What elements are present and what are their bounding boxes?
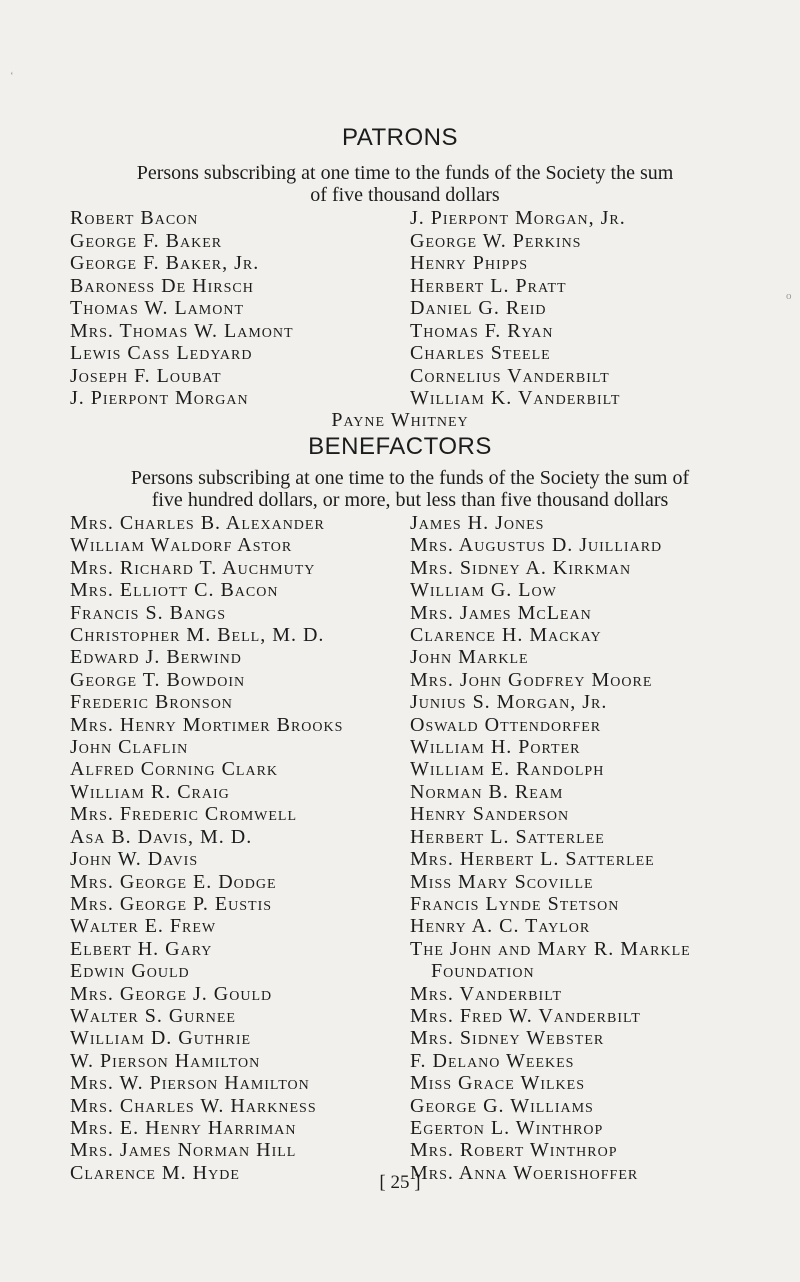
patron-name: Baroness De Hirsch [70, 274, 254, 297]
benefactors-intro-line-1: Persons subscribing at one time to the funds of the Society the sum of [130, 467, 690, 489]
patrons-intro-line-2: of five thousand dollars [310, 184, 500, 206]
benefactor-name: Christopher M. Bell, M. D. [70, 624, 325, 647]
patron-name: Charles Steele [410, 342, 551, 364]
patrons-intro [78, 162, 732, 206]
benefactor-name: Mrs. Sidney Webster [410, 1027, 605, 1050]
benefactor-name: Mrs. James McLean [410, 601, 592, 624]
benefactor-name: Mrs. Herbert L. Satterlee [410, 848, 655, 871]
patron-name: Lewis Cass Ledyard [70, 342, 253, 364]
benefactor-name: Edward J. Berwind [70, 646, 242, 669]
benefactors-intro-line-2: five hundred dollars, or more, but less than five thousand dollars [151, 489, 669, 511]
benefactor-name: The John and Mary R. Markle [410, 937, 691, 960]
benefactor-name: Egerton L. Winthrop [410, 1116, 604, 1139]
patron-name-centered: Payne Whitney [331, 409, 469, 431]
benefactor-name: Walter E. Frew [70, 915, 217, 938]
benefactor-name: Mrs. Frederic Cromwell [70, 803, 298, 826]
benefactor-name: Alfred Corning Clark [70, 758, 279, 781]
benefactor-name: John Markle [410, 646, 529, 669]
benefactor-name: Walter S. Gurnee [70, 1004, 236, 1027]
benefactor-name: Mrs. Charles W. Harkness [70, 1094, 317, 1117]
patron-name: Mrs. Thomas W. Lamont [70, 319, 294, 342]
benefactor-name: Edwin Gould [70, 960, 190, 983]
patron-name: George F. Baker [70, 229, 223, 252]
benefactor-name: William H. Porter [410, 736, 581, 759]
benefactor-name: Clarence M. Hyde [70, 1161, 240, 1184]
benefactor-name: Mrs. Elliott C. Bacon [70, 579, 279, 602]
benefactor-name: Herbert L. Satterlee [410, 825, 605, 848]
benefactor-name: George G. Williams [410, 1094, 594, 1117]
benefactor-name: Mrs. George J. Gould [70, 982, 273, 1005]
margin-speck: ‘ [10, 70, 14, 82]
benefactor-name: Mrs. E. Henry Harriman [70, 1116, 297, 1139]
benefactor-name: Elbert H. Gary [70, 937, 213, 960]
patron-name: William K. Vanderbilt [410, 387, 621, 409]
benefactor-name: Miss Mary Scoville [410, 870, 594, 893]
benefactor-name: Mrs. Augustus D. Juilliard [410, 534, 663, 557]
benefactor-name: James H. Jones [410, 512, 545, 534]
benefactors-heading: BENEFACTORS [308, 433, 492, 460]
patrons-heading: PATRONS [342, 124, 458, 151]
benefactor-name: William E. Randolph [410, 758, 605, 781]
patron-name: Robert Bacon [70, 207, 199, 229]
patrons-right-column [410, 207, 626, 410]
benefactor-name: Francis Lynde Stetson [410, 892, 620, 915]
benefactor-name: Mrs. Robert Winthrop [410, 1139, 618, 1162]
benefactor-name: John W. Davis [70, 848, 199, 871]
benefactor-name: John Claflin [70, 736, 189, 759]
benefactor-name: Mrs. Charles B. Alexander [70, 512, 325, 534]
benefactor-name: Oswald Ottendorfer [410, 713, 602, 736]
benefactor-name: Junius S. Morgan, Jr. [410, 691, 608, 714]
benefactor-name: Mrs. Vanderbilt [410, 982, 563, 1005]
benefactor-name: Norman B. Ream [410, 780, 564, 803]
patron-name: Thomas W. Lamont [70, 297, 245, 319]
benefactor-name: William Waldorf Astor [70, 534, 293, 557]
benefactors-intro [50, 467, 770, 511]
benefactor-name: Mrs. Sidney A. Kirkman [410, 556, 632, 579]
benefactors-left-column [70, 512, 343, 1184]
benefactor-name: Mrs. James Norman Hill [70, 1139, 297, 1162]
benefactor-name: Mrs. Anna Woerishoffer [410, 1161, 639, 1184]
benefactor-name: Asa B. Davis, M. D. [70, 825, 253, 848]
benefactor-name: Mrs. Fred W. Vanderbilt [410, 1004, 641, 1027]
patron-name: George W. Perkins [410, 229, 582, 252]
benefactor-name: Clarence H. Mackay [410, 624, 602, 647]
benefactor-name: Mrs. John Godfrey Moore [410, 668, 653, 691]
patron-name: J. Pierpont Morgan, Jr. [410, 207, 626, 229]
page-number: [ 25 ] [379, 1172, 421, 1193]
benefactor-name: Frederic Bronson [70, 691, 233, 714]
benefactor-name: Miss Grace Wilkes [410, 1072, 585, 1095]
patrons-left-column [70, 207, 294, 410]
margin-ring: o [786, 290, 792, 302]
patron-name: Herbert L. Pratt [410, 274, 567, 297]
benefactor-name: George T. Bowdoin [70, 668, 246, 691]
benefactor-name: William G. Low [410, 579, 557, 602]
patron-name: George F. Baker, Jr. [70, 252, 260, 274]
benefactor-name: William R. Craig [70, 780, 230, 803]
benefactor-name: Mrs. W. Pierson Hamilton [70, 1072, 310, 1095]
patron-name: J. Pierpont Morgan [70, 387, 249, 409]
patron-name: Henry Phipps [410, 252, 529, 274]
benefactors-right-column [410, 512, 691, 1184]
patron-name: Cornelius Vanderbilt [410, 364, 610, 387]
benefactor-name: Mrs. George E. Dodge [70, 870, 277, 893]
benefactor-name: Mrs. Richard T. Auchmuty [70, 556, 316, 579]
benefactor-name: Henry A. C. Taylor [410, 915, 591, 938]
benefactor-name: F. Delano Weekes [410, 1049, 575, 1072]
benefactor-name: W. Pierson Hamilton [70, 1049, 261, 1072]
patron-name: Joseph F. Loubat [70, 364, 222, 387]
patrons-intro-line-1: Persons subscribing at one time to the funds of the Society the sum [136, 162, 674, 184]
patron-name: Thomas F. Ryan [410, 319, 554, 342]
benefactor-name: Francis S. Bangs [70, 601, 227, 624]
benefactor-name: Foundation [410, 960, 535, 983]
benefactor-name: William D. Guthrie [70, 1027, 252, 1050]
benefactor-name: Mrs. George P. Eustis [70, 892, 273, 915]
benefactor-name: Mrs. Henry Mortimer Brooks [70, 713, 344, 736]
patron-name: Daniel G. Reid [410, 297, 547, 319]
benefactor-name: Henry Sanderson [410, 803, 570, 826]
